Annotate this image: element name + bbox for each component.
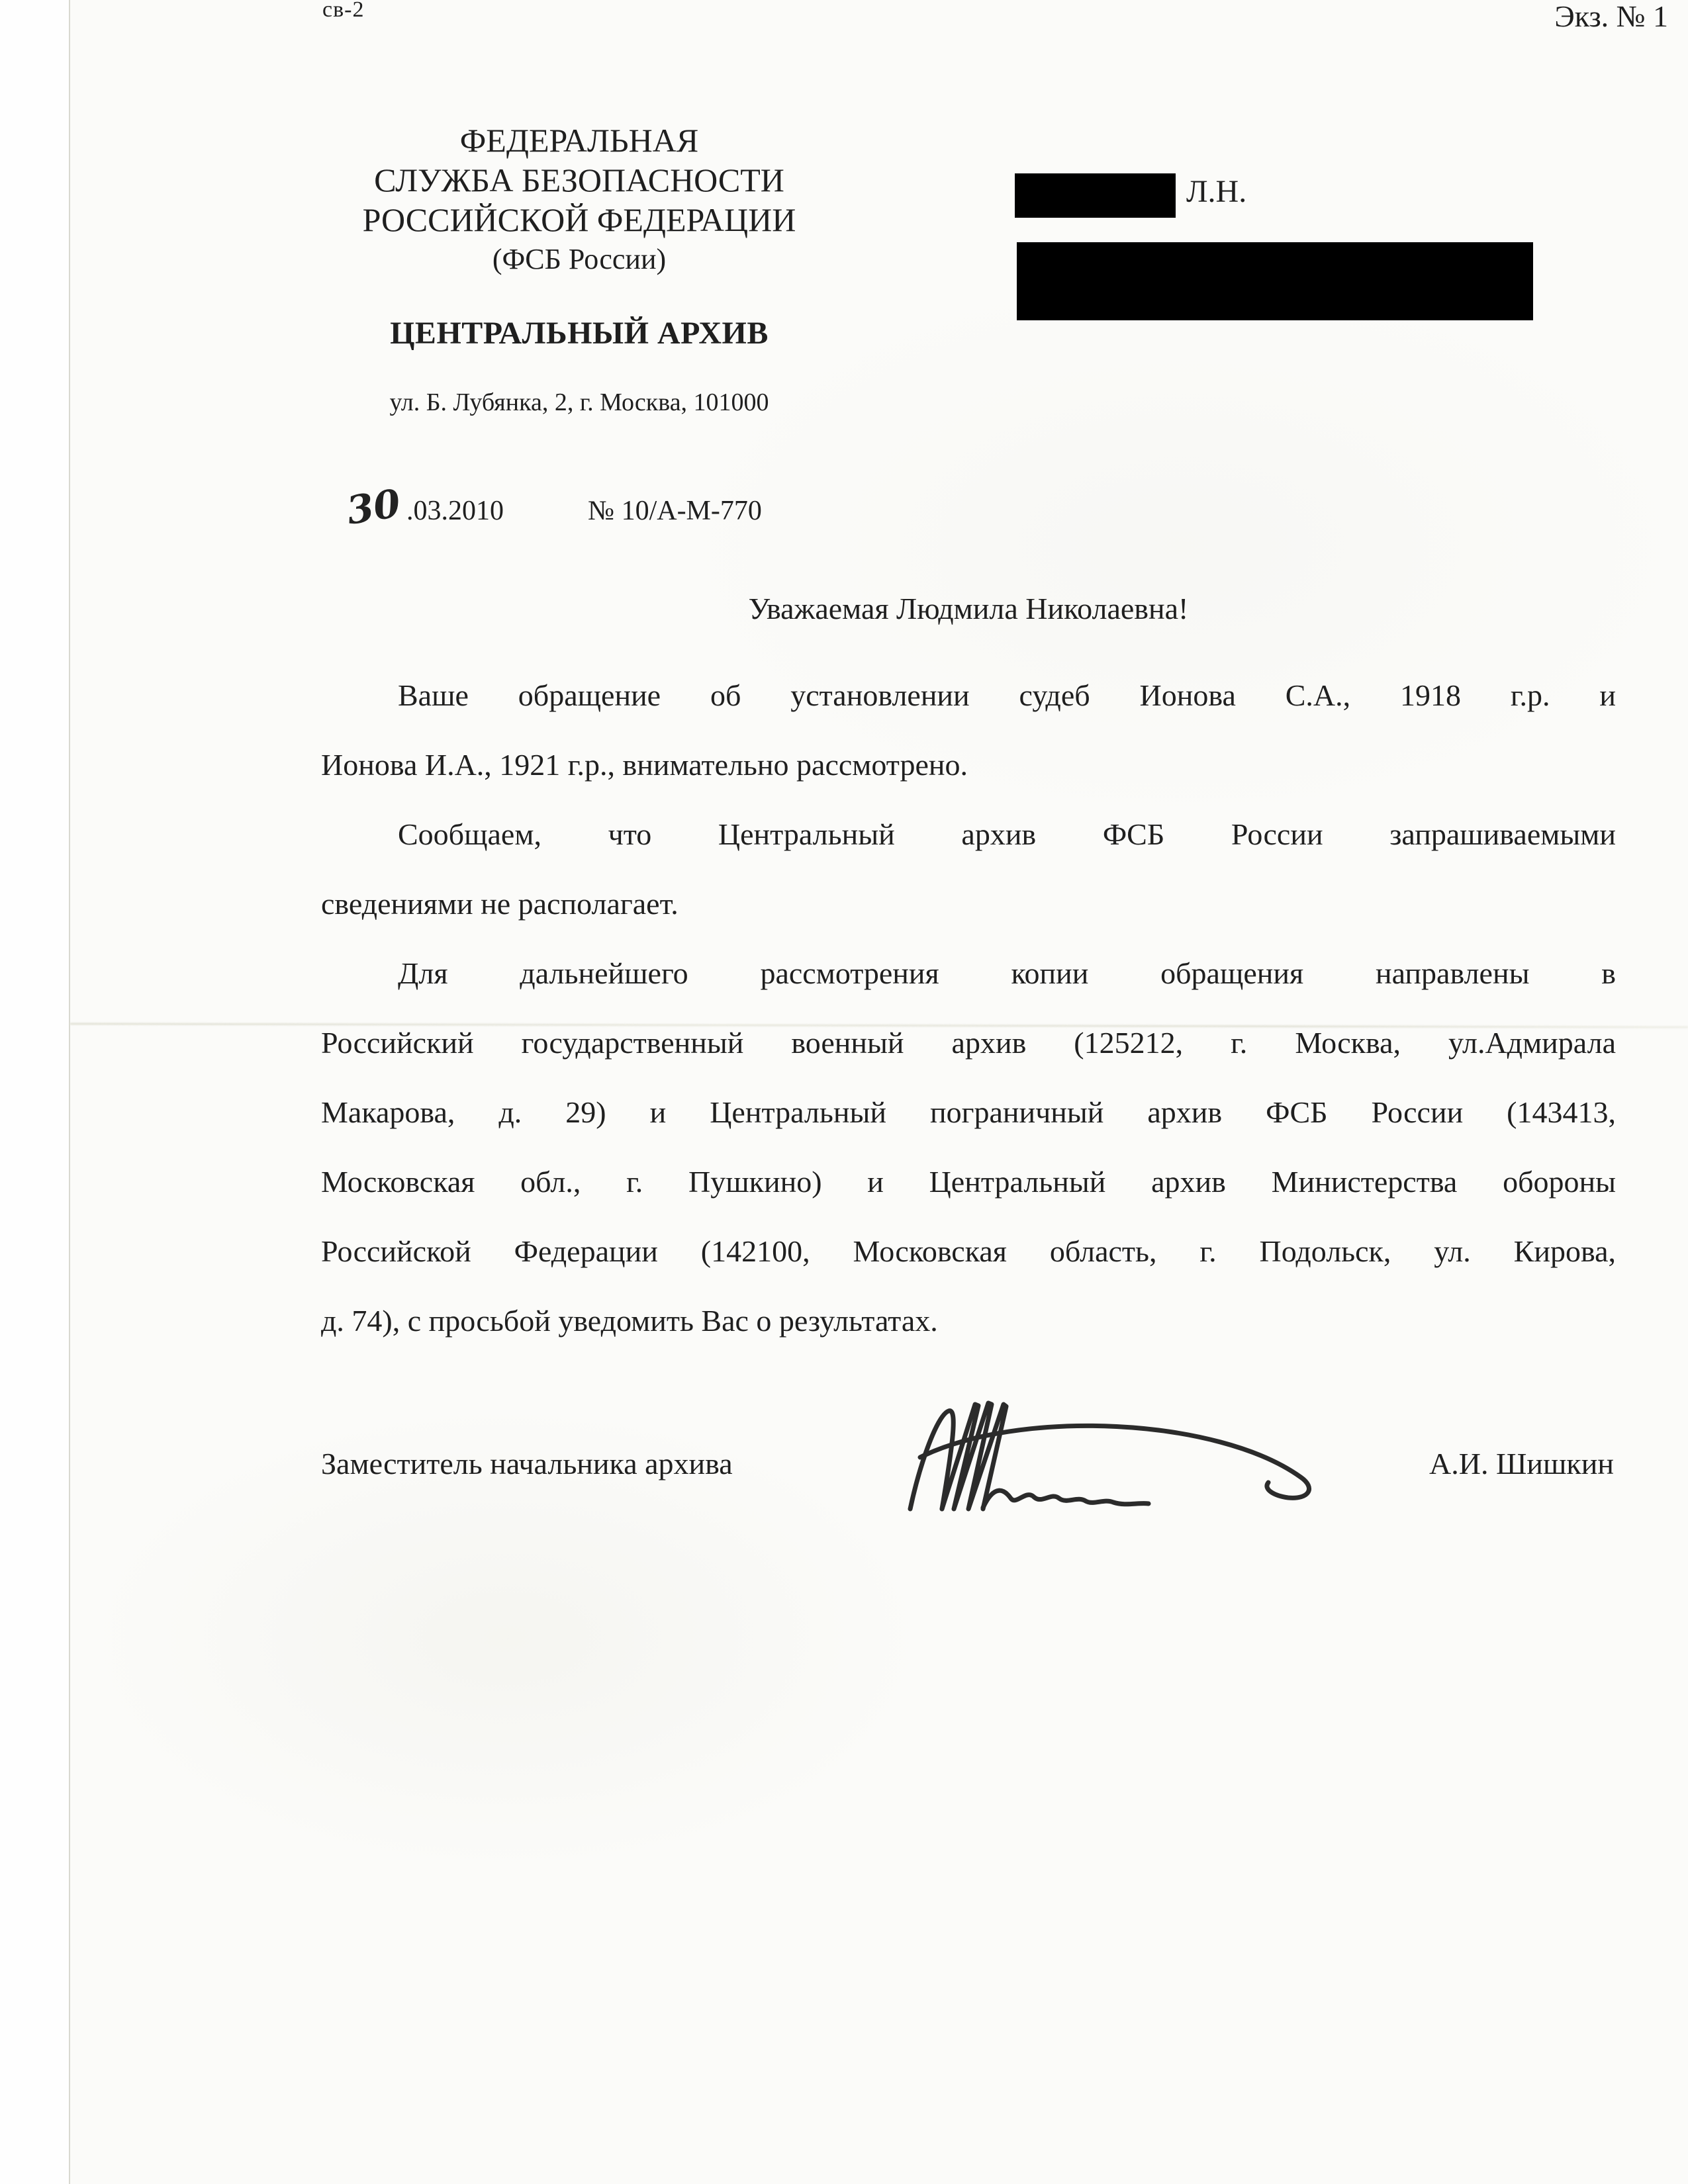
- body-line: Ионова И.А., 1921 г.р., внимательно рассмотрено.: [321, 748, 968, 782]
- body-line: Макарова, д. 29) и Центральный пограничный архив ФСБ России (143413,: [321, 1095, 1616, 1129]
- body-line: д. 74), с просьбой уведомить Вас о результатах.: [321, 1304, 938, 1338]
- copy-number: Экз. № 1: [1554, 0, 1668, 33]
- letterhead-address: ул. Б. Лубянка, 2, г. Москва, 101000: [389, 388, 769, 416]
- signature-scribble-icon: [874, 1383, 1390, 1525]
- body-line: сведениями не располагает.: [321, 887, 679, 921]
- handwritten-day: 30: [344, 480, 404, 533]
- org-line-3: РОССИЙСКОЙ ФЕДЕРАЦИИ: [362, 201, 796, 238]
- org-line-4: (ФСБ России): [492, 243, 667, 275]
- body-line: Для дальнейшего рассмотрения копии обращения направлены в: [398, 956, 1616, 990]
- addressee-initials: Л.Н.: [1186, 174, 1247, 209]
- redaction-box-surname: [1015, 173, 1176, 218]
- body-line: Ваше обращение об установлении судеб Ионова С.А., 1918 г.р. и: [398, 678, 1616, 712]
- scan-left-strip: [0, 0, 69, 2184]
- body-line: Сообщаем, что Центральный архив ФСБ России запрашиваемыми: [398, 817, 1616, 851]
- letterhead-department: ЦЕНТРАЛЬНЫЙ АРХИВ: [390, 316, 769, 351]
- org-line-1: ФЕДЕРАЛЬНАЯ: [459, 122, 699, 159]
- salutation: Уважаемая Людмила Николаевна!: [748, 592, 1189, 625]
- body-line: Российской Федерации (142100, Московская область, г. Подольск, ул. Кирова,: [321, 1234, 1616, 1268]
- reference-number: № 10/А-М-770: [588, 496, 762, 526]
- org-line-2: СЛУЖБА БЕЗОПАСНОСТИ: [374, 161, 784, 199]
- redaction-box-address: [1017, 242, 1533, 320]
- letter-body: [321, 660, 1616, 1355]
- page-marking: св-2: [322, 0, 365, 22]
- scan-left-edge-line: [69, 0, 70, 2184]
- signer-name: А.И. Шишкин: [1429, 1447, 1614, 1480]
- body-line: Российский государственный военный архив (125212, г. Москва, ул.Адмирала: [321, 1026, 1616, 1060]
- printed-date: .03.2010: [406, 496, 504, 526]
- body-line: Московская обл., г. Пушкино) и Центральный архив Министерства обороны: [321, 1165, 1616, 1199]
- signer-title: Заместитель начальника архива: [321, 1447, 733, 1480]
- letterhead-org-name: [291, 120, 867, 279]
